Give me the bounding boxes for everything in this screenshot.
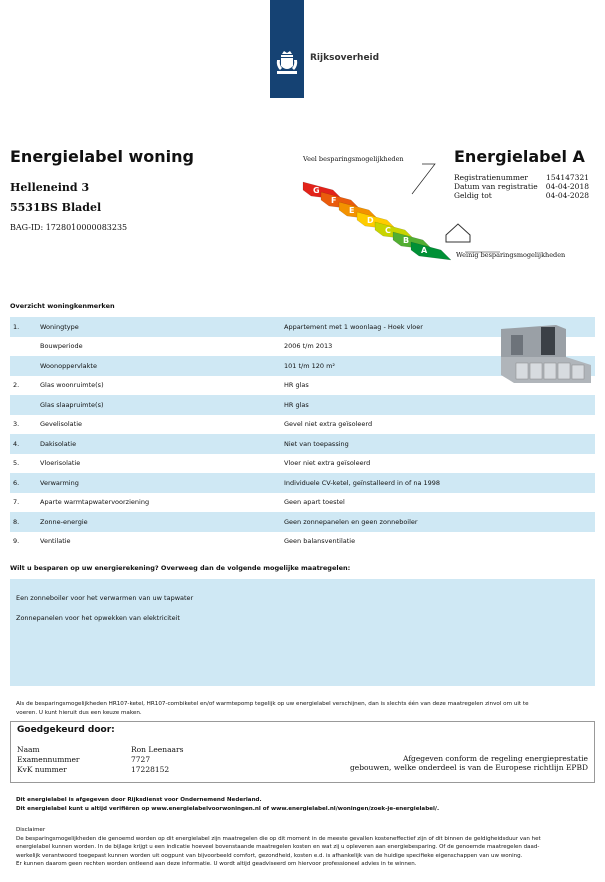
row-label: Ventilatie — [40, 537, 71, 546]
weinig-text: Weinig besparingsmogelijkheden — [456, 251, 566, 259]
row-value: Appartement met 1 woonlaag - Hoek vloer — [284, 322, 423, 331]
disclaimer-line: Er kunnen daarom geen rechten worden ontleend aan deze informatie. U wordt altijd geadviseerd om hiervoor professioneel advies in te winnen. — [16, 861, 417, 868]
address-street: Helleneind 3 — [10, 181, 90, 194]
reg-value: 154147321 — [546, 173, 589, 182]
row-label: Glas slaapruimte(s) — [40, 400, 104, 409]
row-value: Geen apart toestel — [284, 498, 345, 507]
table-row — [10, 493, 595, 513]
row-number: 1. — [13, 322, 20, 331]
label-letter: E — [349, 206, 355, 215]
approver-label: KvK nummer — [17, 765, 67, 774]
disclaimer-line: De besparingsmogelijkheden die genoemd worden op dit energielabel zijn maatregelen die op dit moment in de meeste gevallen kosteneffectief zijn of dit binnen de geldigheidsduur van het — [16, 835, 541, 842]
logo-bar — [270, 0, 304, 98]
page-title: Energielabel woning — [10, 147, 194, 166]
reg-value: 04-04-2018 — [545, 182, 589, 191]
row-label: Vloerisolatie — [40, 459, 81, 468]
registration-row — [454, 191, 589, 200]
row-number: 4. — [13, 439, 20, 448]
note-line: voeren. U kunt hieruit dus een keuze maken. — [16, 710, 142, 716]
row-value: Niet van toepassing — [284, 439, 349, 448]
row-label: Verwarming — [40, 478, 79, 487]
address-city: 5531BS Bladel — [10, 201, 102, 214]
maatregel-item: Een zonneboiler voor het verwarmen van uw tapwater — [16, 594, 194, 602]
label-letter: D — [367, 216, 374, 225]
row-value: Gevel niet extra geïsoleerd — [284, 420, 373, 429]
label-letter: A — [421, 246, 428, 255]
row-label: Dakisolatie — [40, 439, 77, 448]
label-letter: G — [313, 186, 320, 195]
energy-label-title: Energielabel A — [454, 147, 585, 166]
veel-text: Veel besparingsmogelijkheden — [303, 155, 404, 163]
row-number: 3. — [13, 420, 20, 429]
maatregelen-title: Wilt u besparen op uw energierekening? Overweeg dan de volgende mogelijke maatregelen: — [10, 564, 351, 572]
approver-value: 7727 — [131, 755, 151, 764]
table-row — [10, 434, 595, 454]
epbd-line: gebouwen, welke onderdeel is van de Europese richtlijn EPBD — [349, 763, 588, 772]
row-label: Gevelisolatie — [40, 420, 82, 429]
table-row — [10, 454, 595, 474]
table-row — [10, 532, 595, 552]
logo-text: Rijksoverheid — [310, 53, 380, 63]
row-number: 5. — [13, 459, 20, 468]
row-label: Bouwperiode — [40, 342, 83, 351]
reg-label: Datum van registratie — [454, 182, 538, 191]
kenmerken-title: Overzicht woningkenmerken — [10, 302, 115, 310]
row-value: Geen balansventilatie — [284, 537, 356, 546]
footer-line: Dit energielabel is afgegeven door Rijksdienst voor Ondernemend Nederland. — [16, 797, 262, 803]
disclaimer-line: energielabel kunnen worden. In de bijlage krijgt u een indicatie hoeveel bovenstaande maatregelen kosten en wat zij u opleveren aan energiebesparing. Of de genoemde maatregelen daad- — [16, 844, 540, 851]
building-icon — [496, 325, 591, 385]
row-value: Geen zonnepanelen en geen zonneboiler — [284, 517, 418, 526]
row-value: Vloer niet extra geïsoleerd — [284, 459, 371, 468]
crown-emblem-icon — [275, 50, 299, 76]
maatregelen-box — [10, 579, 595, 686]
table-row — [10, 473, 595, 493]
row-label: Zonne-energie — [40, 517, 88, 526]
registration-block — [454, 173, 589, 200]
bag-id: BAG-ID: 1728010000083235 — [10, 223, 128, 232]
goedgekeurd-title: Goedgekeurd door: — [17, 725, 115, 735]
row-number: 2. — [13, 381, 20, 390]
row-label: Aparte warmtapwatervoorziening — [40, 498, 150, 507]
row-number: 6. — [13, 478, 20, 487]
disclaimer-line: werkelijk verantwoord toegepast kunnen worden uit oogpunt van bijvoorbeeld comfort, gezondheid, kosten e.d. is afhankelijk van de huidige specifieke eigenschappen van uw woning. — [16, 852, 523, 859]
row-value: HR glas — [284, 381, 309, 390]
label-letter: C — [385, 226, 391, 235]
row-number: 7. — [13, 498, 20, 507]
approver-value: Ron Leenaars — [131, 745, 184, 754]
goedgekeurd-box — [10, 721, 595, 783]
label-bar-a — [411, 242, 451, 260]
maatregel-item: Zonnepanelen voor het opwekken van elektriciteit — [16, 614, 180, 622]
table-row — [10, 395, 595, 415]
table-row — [10, 415, 595, 435]
row-value: 2006 t/m 2013 — [284, 342, 333, 351]
pointer-line — [412, 164, 435, 194]
registration-row — [454, 182, 589, 191]
epbd-line: Afgegeven conform de regeling energieprestatie — [403, 754, 588, 763]
approver-value: 17228152 — [131, 765, 170, 774]
note-text — [16, 700, 586, 718]
registration-row — [454, 173, 589, 182]
footer-line: Dit energielabel kunt u altijd verifiëren op www.energielabelvoorwoningen.nl of www.energielabel.nl/woningen/zoek-je-energielabel/. — [16, 806, 440, 812]
row-label: Woonoppervlakte — [40, 361, 97, 370]
row-number: 9. — [13, 537, 20, 546]
row-value: HR glas — [284, 400, 309, 409]
epbd-statement — [338, 754, 588, 772]
row-value: 101 t/m 120 m² — [284, 361, 336, 370]
reg-value: 04-04-2028 — [545, 191, 589, 200]
reg-label: Geldig tot — [454, 191, 492, 200]
row-number: 8. — [13, 517, 20, 526]
house-icon — [446, 224, 470, 242]
row-label: Woningtype — [40, 322, 79, 331]
approver-label: Examennummer — [17, 755, 80, 764]
approver-label: Naam — [17, 745, 40, 754]
note-line: Als de besparingsmogelijkheden HR107-ketel, HR107-combiketel en/of warmtepomp tegelijk op uw energielabel verschijnen, dan is slechts één van deze maatregelen zinvol om uit te — [16, 701, 529, 707]
row-value: Individuele CV-ketel, geïnstalleerd in of na 1998 — [284, 478, 441, 487]
disclaimer-title: Disclaimer — [16, 827, 46, 833]
label-letter: B — [403, 236, 410, 245]
disclaimer — [16, 826, 591, 869]
reg-label: Registratienummer — [454, 173, 528, 182]
table-row — [10, 512, 595, 532]
label-letter: F — [331, 196, 337, 205]
row-label: Glas woonruimte(s) — [40, 381, 104, 390]
